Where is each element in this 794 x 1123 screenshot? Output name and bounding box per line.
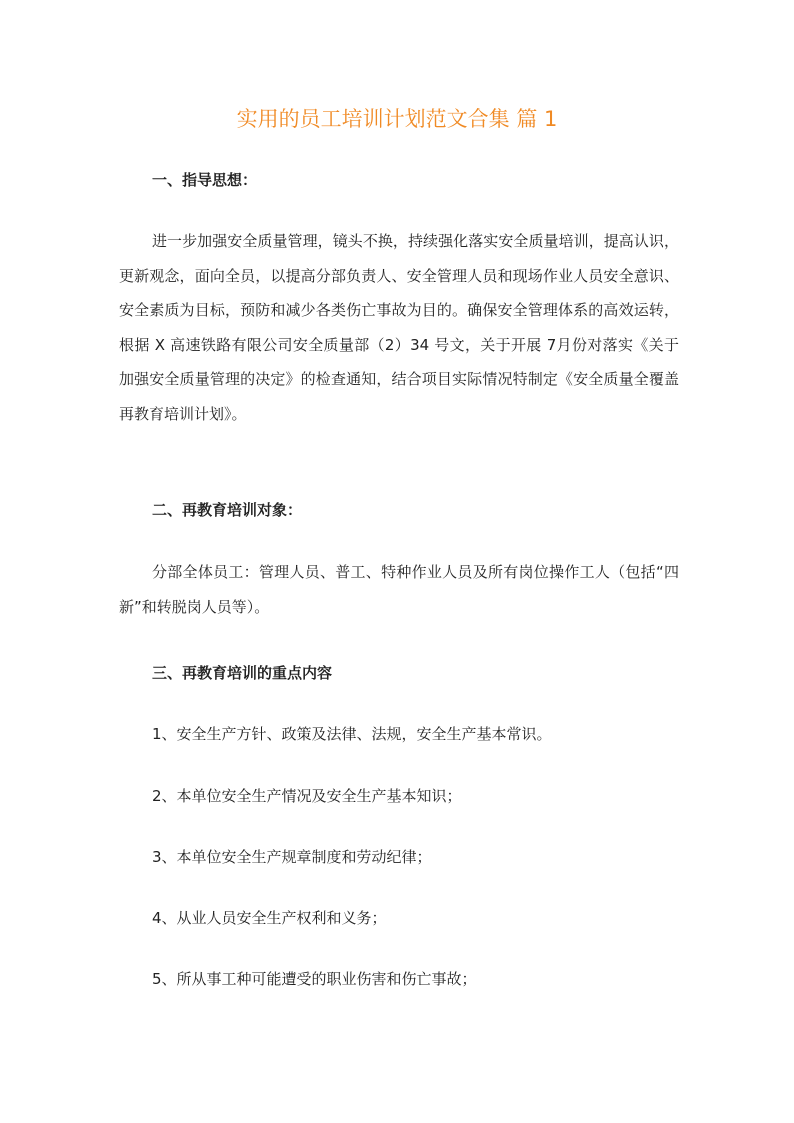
document-title: 实用的员工培训计划范文合集 篇 1 bbox=[236, 107, 558, 131]
list-item: 3、本单位安全生产规章制度和劳动纪律； bbox=[152, 848, 432, 866]
section-heading-training-target: 二、再教育培训对象： bbox=[152, 501, 303, 519]
section-paragraph-training-target: 分部全体员工：管理人员、普工、特种作业人员及所有岗位操作工人（包括“四新”和转脱岗人员等）。 bbox=[119, 563, 679, 616]
section-heading-guiding-thought: 一、指导思想： bbox=[152, 171, 258, 189]
list-item: 4、从业人员安全生产权利和义务； bbox=[152, 909, 387, 927]
list-item: 2、本单位安全生产情况及安全生产基本知识； bbox=[152, 787, 462, 805]
list-item: 5、所从事工种可能遭受的职业伤害和伤亡事故； bbox=[152, 970, 477, 988]
section-paragraph-guiding-thought: 进一步加强安全质量管理，镜头不换，持续强化落实安全质量培训，提高认识，更新观念，面向全员，以提高分部负责人、安全管理人员和现场作业人员安全意识、安全素质为目标，预防和减少各类伤亡事故为目的。确保安全管理体系的高效运转，根据 X 高速铁路有限公司安全质量部（2）34 号文，关于开展 7月份对落实《关于加强安全质量管理的决定》的检查通知，结合项目实际情况特制定《安全质量全覆盖再教育培训计划》。 bbox=[119, 232, 679, 423]
list-item: 1、安全生产方针、政策及法律、法规，安全生产基本常识。 bbox=[152, 725, 552, 743]
section-heading-training-content: 三、再教育培训的重点内容 bbox=[152, 664, 333, 682]
